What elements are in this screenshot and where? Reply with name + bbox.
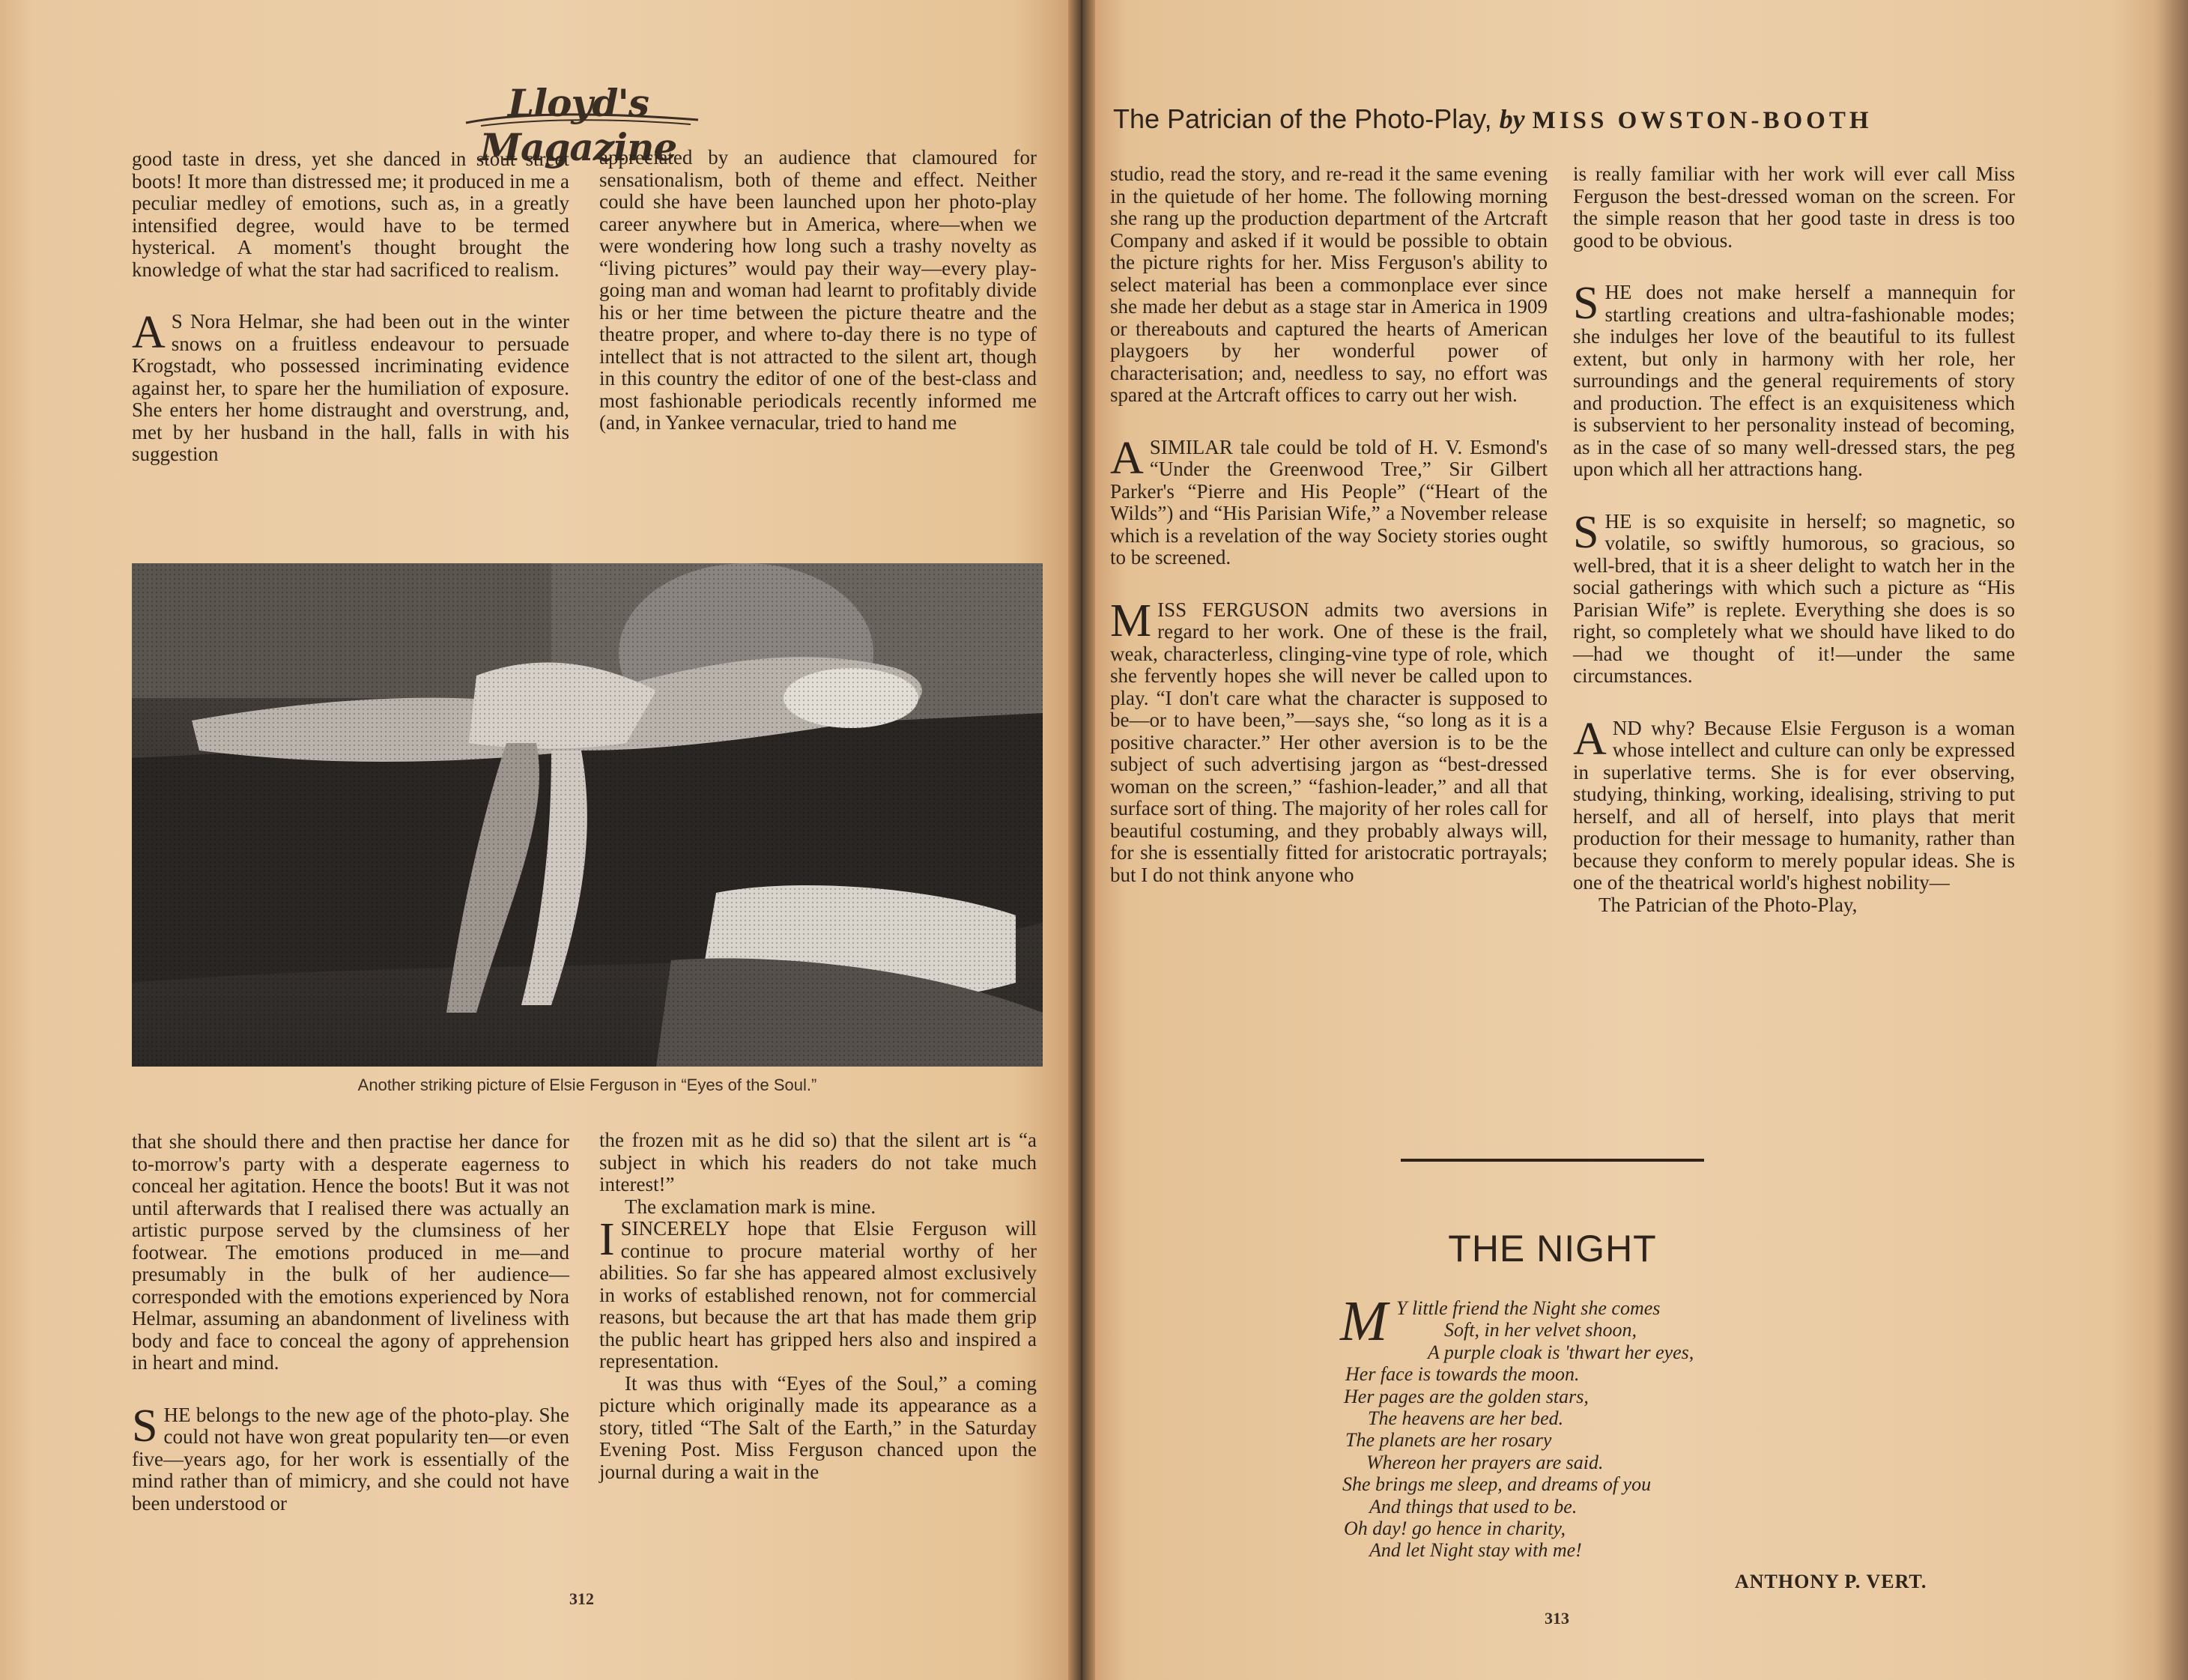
poem-line: The planets are her rosary (1345, 1429, 1552, 1452)
section-divider (1401, 1159, 1704, 1162)
paragraph (1110, 595, 1548, 887)
paragraph (599, 1129, 1037, 1196)
right-column-1 (1110, 163, 1548, 916)
paragraph-text: SINCERELY hope that Elsie Ferguson will continue to procure material worthy of her abilities. So far she has appeared almost exclusively in works of established renown, not for commercial reasons, but because the art that has made them grip the public heart has gripped hers also and inspired a representation. (599, 1217, 1037, 1372)
paragraph (132, 307, 569, 466)
poem-line: The heavens are her bed. (1368, 1407, 1564, 1429)
paragraph-text: It was thus with “Eyes of the Soul,” a coming picture which originally made its appearance as a story, titled “The Salt of the Earth,” in the Saturday Evening Post. Miss Ferguson chanced upon the journal during a wait in the (599, 1371, 1037, 1483)
masthead-logo: Lloyd's Magazine (479, 81, 677, 169)
poem (1338, 1290, 1877, 1562)
drop-cap: S (132, 1400, 158, 1452)
drop-cap: M (1110, 595, 1152, 646)
poem-line: Whereon her prayers are said. (1366, 1451, 1604, 1473)
drop-cap: S (1573, 506, 1599, 558)
running-head (1113, 103, 2012, 135)
paragraph (1573, 713, 2015, 894)
paragraph-text: ND why? Because Elsie Ferguson is a woman whose intellect and culture can only be expressed in superlative terms. She is for ever observing, studying, thinking, working, idealising, striving to put herself, and all of herself, into plays that merit production for their message to humanity, rather than because they conform to merely popular ideas. She is one of the theatrical world's highest nobility— (1573, 716, 2015, 894)
paragraph-text: S Nora Helmar, she had been out in the winter snows on a fruitless endeavour to persuade Krogstadt, who possessed incriminating evidence against her, to spare her the humiliation of exposure. She enters her home distraught and overstrung, and, met by her husband in the hall, falls in with his suggestion (132, 310, 569, 465)
page-number-right: 313 (1545, 1609, 1569, 1628)
paragraph-text: is really familiar with her work will ever call Miss Ferguson the best-dressed woman on the screen. For the simple reason that her good taste in dress is too good to be obvious. (1573, 163, 2015, 252)
poem-line: Oh day! go hence in charity, (1344, 1517, 1566, 1539)
paragraph (599, 1196, 1037, 1219)
paragraph-text: the frozen mit as he did so) that the silent art is “a subject in which his readers do not take much interest!” (599, 1129, 1037, 1195)
left-column-2-top (599, 147, 1037, 464)
paragraph-text: HE is so exquisite in herself; so magnetic, so volatile, so swiftly humorous, so gracious, so well-bred, that it is a sheer delight to watch her in the social gatherings with which such a picture as “His Parisian Wife” is replete. Everything she does is so right, so completely what we should have liked to do—had we thought of it!—under the same circumstances. (1573, 509, 2015, 687)
paragraph (1573, 506, 2015, 688)
poem-line: Soft, in her velvet shoon, (1444, 1319, 1637, 1341)
poem-title: THE NIGHT (1448, 1228, 1657, 1270)
photo-caption: Another striking picture of Elsie Ferguson in “Eyes of the Soul.” (357, 1076, 817, 1094)
byline-by: by (1499, 104, 1525, 134)
paragraph-text: The exclamation mark is mine. (625, 1195, 876, 1218)
paragraph (599, 1214, 1037, 1373)
article-author: MISS OWSTON-BOOTH (1532, 107, 1873, 134)
photo-elsie-ferguson (132, 563, 1043, 1067)
paragraph-text: The Patrician of the Photo-Play, (1598, 893, 1858, 916)
paragraph-text: HE does not make herself a mannequin for startling creations and ultra-fashionable modes; she indulges her love of the beautiful to its fullest extent, but only in harmony with her role, her surroundings and the general requirements of story and production. The effect is an exquisiteness which is subservient to her personality instead of becoming, as in the case of so many well-dressed stars, the peg upon which all her attractions hang. (1573, 281, 2015, 480)
photo-image (132, 563, 1043, 1067)
poem-line: Her pages are the golden stars, (1344, 1385, 1589, 1407)
poem-author: ANTHONY P. VERT. (1735, 1571, 1927, 1592)
drop-cap: S (1573, 278, 1599, 329)
left-column-1-top (132, 148, 569, 496)
paragraph-text: studio, read the story, and re-read it the same evening in the quietude of her home. The following morning she rang up the production department of the Artcraft Company and asked if it would be possible to obtain the picture rights for her. Miss Ferguson's ability to select material has been a commonplace ever since she made her debut as a stage star in America in 1909 or thereabouts and captured the hearts of American playgoers by her wonderful power of characterisation; and, needless to say, no effort was spared at the Artcraft offices to carry out her wish. (1110, 163, 1548, 406)
paragraph (1573, 278, 2015, 481)
paragraph-text: ISS FERGUSON admits two aversions in regard to her work. One of these is the frail, weak, characterless, clinging-vine type of role, which she fervently hopes she will never be called upon to play. “I don't care what the character is supposed to be—or to have been,”—says she, “so long as it is a positive character.” Her other aversion is to be the subject of such advertising jargon as “best-dressed woman on the screen,” “fashion-leader,” and all that surface sort of thing. The majority of her roles call for beautiful costuming, and they probably always will, for she is essentially fitted for aristocratic portrayals; but I do not think anyone who (1110, 598, 1548, 886)
poem-line: And things that used to be. (1369, 1495, 1578, 1517)
drop-cap: A (132, 307, 166, 358)
paragraph (1573, 894, 2015, 917)
paragraph-text: HE belongs to the new age of the photo-play. She could not have won great popularity ten—or even five—years ago, for her work is essentially of the mind rather than of mimicry, and she could not have been understood or (132, 1403, 569, 1514)
masthead (443, 76, 713, 169)
masthead-swash (451, 109, 706, 129)
poem-line: Y little friend the Night she comes (1396, 1297, 1661, 1319)
paragraph (599, 147, 1037, 434)
right-column-2 (1573, 163, 2015, 916)
paragraph-text: that she should there and then practise her dance for to-morrow's party with a desperate eagerness to conceal her agitation. Hence the boots! But it was not until afterwards that I realised there was actually an artistic purpose served by the clumsiness of her footwear. The emotions produced in me—and presumably in the bulk of her audience—corresponded with the emotions experienced by Nora Helmar, assuming an abandonment of liveliness with body and face to conceal the agony of apprehension in heart and mind. (132, 1130, 569, 1374)
left-column-1-bottom (132, 1131, 569, 1544)
poem-line: Her face is towards the moon. (1345, 1363, 1580, 1386)
poem-dropcap: M (1340, 1290, 1388, 1353)
paragraph-text: SIMILAR tale could be told of H. V. Esmond's “Under the Greenwood Tree,” Sir Gilbert Parker's “Pierre and His People” (“Heart of the Wilds”) and “His Parisian Wife,” a November release which is a revelation of the way Society stories ought to be screened. (1110, 435, 1548, 568)
paragraph (132, 1400, 569, 1515)
paragraph (1573, 163, 2015, 252)
paragraph-text: appreciated by an audience that clamoured for sensationalism, both of theme and effect. Neither could she have been launched upon her photo-play career anywhere but in America, where—when we were wondering how long such a trashy novelty as “living pictures” would pay their way—every play-going man and woman had learnt to profitably divide his or her time between the picture theatre and the theatre proper, and where to-day there is no type of intellect that is not attracted to the silent art, though in this country the editor of one of the best-class and most fashionable periodicals recently informed me (and, in Yankee vernacular, tried to hand me (599, 146, 1037, 434)
binding-gutter (1068, 0, 1095, 1680)
paragraph (132, 1131, 569, 1374)
poem-line: She brings me sleep, and dreams of you (1342, 1473, 1652, 1496)
poem-line: And let Night stay with me! (1369, 1539, 1582, 1562)
drop-cap: A (1573, 713, 1607, 765)
left-column-2-bottom (599, 1129, 1037, 1483)
page-number-left: 312 (569, 1589, 594, 1608)
paragraph (599, 1373, 1037, 1484)
paragraph-text: good taste in dress, yet she danced in stout street boots! It more than distressed me; it produced in me a peculiar medley of emotions, such as, in a greatly intensified degree, would have to be termed hysterical. A moment's thought brought the knowledge of what the star had sacrificed to realism. (132, 148, 569, 281)
poem-line: A purple cloak is 'thwart her eyes, (1428, 1341, 1694, 1363)
drop-cap: A (1110, 432, 1144, 484)
drop-cap: I (599, 1214, 615, 1265)
paragraph (1110, 432, 1548, 569)
paragraph (132, 148, 569, 281)
paragraph (1110, 163, 1548, 407)
article-title: The Patrician of the Photo-Play, (1113, 103, 1492, 134)
